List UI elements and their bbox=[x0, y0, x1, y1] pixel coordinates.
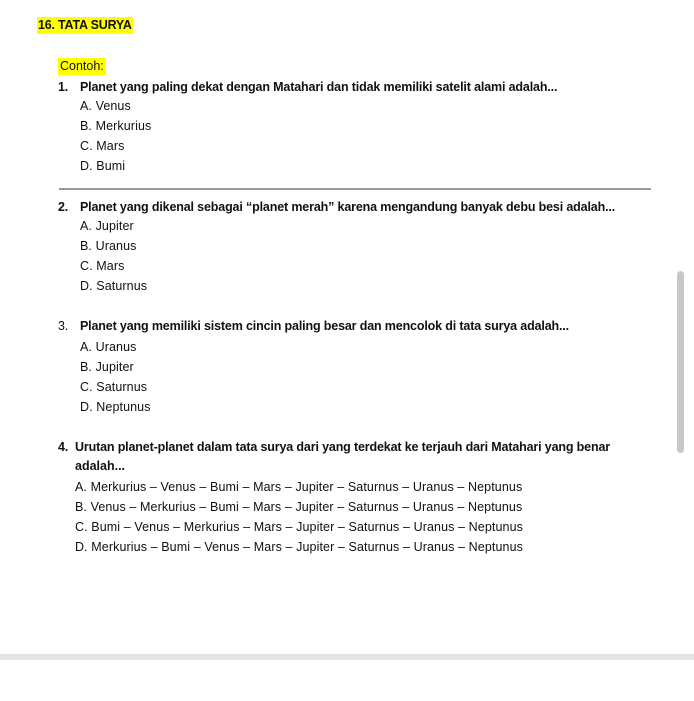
option-b: B. Venus – Merkurius – Bumi – Mars – Jupiter – Saturnus – Uranus – Neptunus bbox=[75, 500, 523, 514]
option-d: D. Neptunus bbox=[80, 400, 151, 414]
question-2 bbox=[58, 200, 615, 214]
question-4 bbox=[58, 440, 610, 454]
option-c: C. Mars bbox=[80, 259, 125, 273]
option-a: A. Venus bbox=[80, 99, 131, 113]
vertical-scrollbar[interactable] bbox=[677, 271, 684, 453]
question-number: 3. bbox=[58, 319, 69, 333]
option-d: D. Merkurius – Bumi – Venus – Mars – Jupiter – Saturnus – Uranus – Neptunus bbox=[75, 540, 523, 554]
option-b: B. Uranus bbox=[80, 239, 137, 253]
question-text-continued: adalah... bbox=[75, 459, 126, 473]
next-page-area bbox=[0, 660, 694, 701]
option-c: C. Saturnus bbox=[80, 380, 148, 394]
option-d: D. Saturnus bbox=[80, 279, 148, 293]
option-b: B. Merkurius bbox=[80, 119, 152, 133]
option-c: C. Mars bbox=[80, 139, 125, 153]
question-text: Planet yang paling dekat dengan Matahari dan tidak memiliki satelit alami adalah... bbox=[80, 80, 558, 94]
question-number: 1. bbox=[58, 80, 69, 94]
question-text: Planet yang memiliki sistem cincin paling besar dan mencolok di tata surya adalah... bbox=[80, 319, 569, 333]
option-a: A. Uranus bbox=[80, 340, 137, 354]
question-1 bbox=[58, 80, 557, 94]
section-title: 16. TATA SURYA bbox=[38, 18, 132, 32]
option-c: C. Bumi – Venus – Merkurius – Mars – Jupiter – Saturnus – Uranus – Neptunus bbox=[75, 520, 523, 534]
example-label: Contoh: bbox=[60, 59, 104, 73]
divider-line bbox=[59, 188, 651, 190]
question-number: 2. bbox=[58, 200, 69, 214]
option-d: D. Bumi bbox=[80, 159, 126, 173]
option-a: A. Jupiter bbox=[80, 219, 134, 233]
question-3 bbox=[58, 319, 569, 333]
question-number: 4. bbox=[58, 440, 69, 454]
question-text: Planet yang dikenal sebagai “planet merah” karena mengandung banyak debu besi adalah... bbox=[80, 200, 616, 214]
question-text: Urutan planet-planet dalam tata surya dari yang terdekat ke terjauh dari Matahari yang benar bbox=[75, 440, 610, 454]
option-a: A. Merkurius – Venus – Bumi – Mars – Jupiter – Saturnus – Uranus – Neptunus bbox=[75, 480, 523, 494]
option-b: B. Jupiter bbox=[80, 360, 134, 374]
